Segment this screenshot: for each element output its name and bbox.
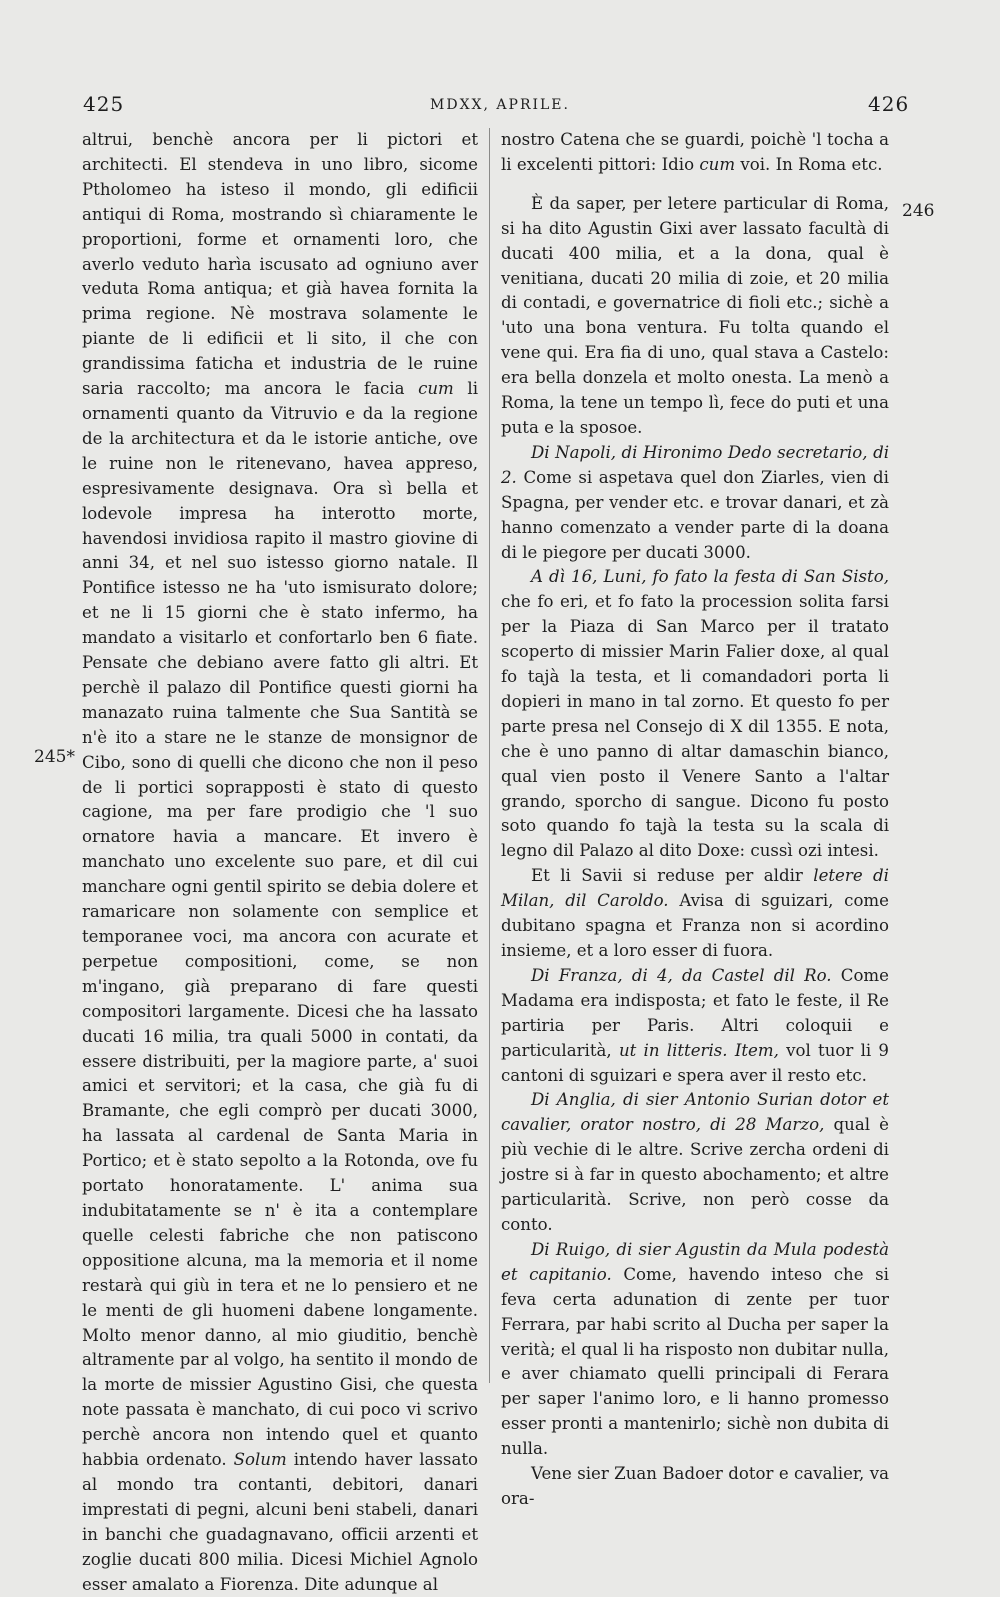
paragraph-gixi: È da saper, per letere particular di Roma, si ha dito Agustin Gixi aver lassato facultà di ducati 400 milia, et a la dona, qual è venitiana, ducati 20 milia di zoie, et 20 milia di contadi, e governatrice di fioli etc.; sichè a 'uto una bona ventura. Fu tolta quando el vene qui. Era fia di uno, qual stava a Castelo: era bella donzela et molto onesta. La menò a Roma, la tene un tempo lì, fece do puti et una puta e la sposoe. [501,193,889,437]
left-paragraph: altrui, benchè ancora per li pictori et architecti. El stendeva in uno libro, sicome Ptholomeo ha isteso il mondo, gli edificii antiqui di Roma, mostrando sì chiaramente le proportioni, forme et ornamenti loro, che averlo veduto harìa iscusato ad ogniuno aver veduta Roma antiqua; et già havea fornita la prima regione. Nè mostrava solamente le piante de li edificii et li sito, il che con grandissima faticha et industria de le ruine saria raccolto; ma ancora le facia cum li ornamenti quanto da Vitruvio e da la regione de la architectura et da le istorie antiche, ove le ruine non le ritenevano, havea appreso, espresivamente designava. Ora sì bella et lodevole impresa ha interotto morte, havendosi invidiosa rapito il mastro giovine di anni 34, et nel suo istesso giorno natale. Il Pontifice istesso ne ha 'uto ismisurato dolore; et ne li 15 giorni che è stato infermo, ha mandato a visitarlo et confortarlo ben 6 fiate. Pensate che debiano avere fatto gli altri. Et perchè il palazo dil Pontifice questi giorni ha manazato ruina talmente che Sua Santità se n'è ito a stare ne le stanze de monsignor de Cibo, sono di quelli che dicono che non il peso de li portici soprapposti è stato di questo cagione, ma per fare prodigio che 'l suo ornatore havia a mancare. Et invero è manchato uno excelente suo pare, et dil cui manchare ogni gentil spirito se debia dolere et ramaricare non solamente con semplice et temporanee voci, ma ancora con acurate et perpetue compositioni, come, se non m'ingano, già preparano di fare questi compositori largamente. Dicesi che ha lassato ducati 16 milia, tra quali 5000 in contati, da essere distribuiti, per la magiore parte, a' suoi amici et servitori; et la casa, che già fu di Bramante, che egli comprò per ducati 3000, ha lassata al cardenal de Santa Maria in Portico; et è stato sepolto a la Rotonda, ove fu portato honoratamente. L' anima sua indubitatamente se n' è ita a contemplare quelle celesti fabriche che non patiscono oppositione alcuna, ma la memoria et il nome restarà qui giù in tera et ne lo pensiero et ne le menti de gli huomeni dabene longamente. Molto menor danno, al mio giuditio, benchè altramente par al volgo, ha sentito il mondo de la morte de missier Agustino Gisi, che questa note passata è manchato, di cui poco vi scrivo perchè ancora non intendo quel et quanto habbia ordenato. Solum intendo haver lassato al mondo tra contanti, debitori, danari imprestati di pegni, alcuni beni stabeli, danari in banchi che guadagnavano, officii arzenti et zoglie ducati 800 milia. Dicesi Michiel Agnolo esser amalato a Fiorenza. Dite adunque al [82,130,479,1594]
paragraph-badoer: Vene sier Zuan Badoer dotor e cavalier, va ora- [501,1464,889,1508]
paragraph-savii: Et li Savii si reduse per aldir letere di Milan, dil Caroldo. Avisa di sguizari, come dubitano spagna et Franza non si acordino insieme, et a loro esser di fuora. [501,866,889,960]
paragraph-san-sisto: A dì 16, Luni, fo fato la festa di San Sisto, che fo eri, et fo fato la procession solita farsi per la Piaza di San Marco per il tratato scoperto di missier Marin Falier doxe, al qual fo tajà la testa, et li comandadori porta li dopieri in mano in tal zorno. Et questo fo per parte presa nel Consejo di X dil 1355. E nota, che è uno panno di altar damaschin bianco, qual vien posto il Venere Santo a l'altar grando, sporcho di sangue. Dicono fu posto soto quando fo tajà la testa su la scala di legno dil Palazo al dito Doxe: cussì ozi intesi. [501,567,889,861]
paragraph-napoli: Di Napoli, di Hironimo Dedo secretario, di 2. Come si aspetava quel don Ziarles, vien di Spagna, per vender etc. e trovar danari, et zà hanno comenzato a vender parte di la doana di le piegore per ducati 3000. [501,442,889,562]
paragraph-ruigo: Di Ruigo, di sier Agustin da Mula podestà et capitanio. Come, havendo inteso che si feva certa adunation di zente per tuor Ferrara, par habi scrito al Ducha per saper la verità; el qual li ha risposto non dubitar nulla, e aver chiamato quelli principali di Ferara per saper l'animo loro, e li hanno promesso esser pronti a mantenirlo; sichè non dubita di nulla. [501,1239,889,1459]
running-title: MDXX, APRILE. [430,97,570,113]
column-divider [489,128,490,1383]
right-column [501,128,889,1508]
page-number-left: 425 [83,92,125,116]
paragraph-franza: Di Franza, di 4, da Castel dil Ro. Come Madama era indisposta; et fato le feste, il Re partiria per Paris. Altri coloquii e particularità, ut in litteris. Item, vol tuor li 9 cantoni di sguizari e spera aver il resto etc. [501,965,889,1085]
paragraph-anglia: Di Anglia, di sier Antonio Surian dotor et cavalier, orator nostro, di 28 Marzo, qual è più vechie di le altre. Scrive zercha ordeni di jostre si à far in questo abochamento; et altre particularità. Scrive, non però cosse da conto. [501,1090,889,1234]
paragraph-closing: nostro Catena che se guardi, poichè 'l tocha a li excelenti pittori: Idio cum voi. In Roma etc. [501,130,889,174]
margin-number-left: 245* [34,747,75,767]
page-number-right: 426 [868,92,910,116]
margin-number-right: 246 [902,201,935,221]
left-column [82,128,479,1594]
